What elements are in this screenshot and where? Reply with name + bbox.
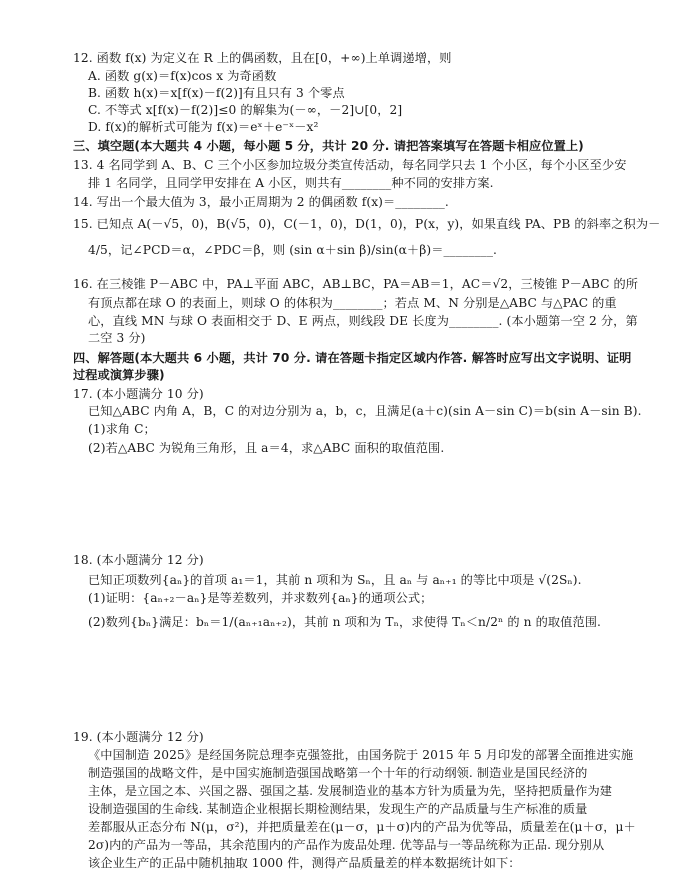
q19-line-4: 设制造强国的生命线. 某制造企业根据长期检测结果，发现生产的产品质量与生产标准的质量 xyxy=(88,802,588,816)
section-4-heading-line-1: 四、解答题(本大题共 6 小题，共计 70 分. 请在答题卡指定区域内作答. 解答时应写出文字说明、证明 xyxy=(73,351,632,365)
section-4-heading-line-2: 过程或演算步骤) xyxy=(73,368,165,382)
q17-line-2: (1)求角 C； xyxy=(88,422,156,436)
q19-line-5: 差都服从正态分布 N(μ，σ²)，并把质量差在(μ－σ，μ＋σ)内的产品为优等品，质量差在(μ＋σ，μ＋ xyxy=(88,820,636,834)
q13-line-1: 13. 4 名同学到 A、B、C 三个小区参加垃圾分类宣传活动，每名同学只去 1 个小区，每个小区至少安 xyxy=(73,158,627,172)
q17-line-3: (2)若△ABC 为锐角三角形，且 a＝4，求△ABC 面积的取值范围. xyxy=(88,441,445,455)
q12-option-a: A. 函数 g(x)＝f(x)cos x 为奇函数 xyxy=(88,69,277,83)
q18-line-2: (1)证明：{aₙ₊₂－aₙ}是等差数列，并求数列{aₙ}的通项公式； xyxy=(88,591,433,605)
q15-line-2: 4/5，记∠PCD＝α，∠PDC＝β，则 (sin α＋sin β)/sin(α＋β)＝________. xyxy=(88,243,498,257)
q16-line-4: 二空 3 分) xyxy=(88,331,146,345)
q16-line-1: 16. 在三棱锥 P－ABC 中，PA⊥平面 ABC，AB⊥BC，PA＝AB＝1，AC＝√2，三棱锥 P－ABC 的所 xyxy=(73,277,639,291)
q17-line-1: 已知△ABC 内角 A，B，C 的对边分别为 a，b，c，且满足(a＋c)(sin A－sin C)＝b(sin A－sin B). xyxy=(88,404,642,418)
q12-option-c: C. 不等式 x[f(x)－f(2)]≤0 的解集为(－∞，－2]∪[0，2] xyxy=(88,103,403,117)
q19-heading: 19. (本小题满分 12 分) xyxy=(73,730,204,744)
q19-line-3: 主体，是立国之本、兴国之器、强国之基. 发展制造业的基本方针为质量为先，坚持把质量作为建 xyxy=(88,784,613,798)
q18-heading: 18. (本小题满分 12 分) xyxy=(73,553,204,567)
section-3-heading: 三、填空题(本大题共 4 小题，每小题 5 分，共计 20 分. 请把答案填写在答题卡相应位置上) xyxy=(73,139,584,153)
q12-option-b: B. 函数 h(x)＝x[f(x)－f(2)]有且只有 3 个零点 xyxy=(88,86,345,100)
q13-line-2: 排 1 名同学，且同学甲安排在 A 小区，则共有________种不同的安排方案. xyxy=(88,176,494,190)
q16-line-2: 有顶点都在球 O 的表面上，则球 O 的体积为________；若点 M、N 分别是△ABC 与△PAC 的重 xyxy=(88,296,617,310)
q16-line-3: 心，直线 MN 与球 O 表面相交于 D、E 两点，则线段 DE 长度为________. (本小题第一空 2 分，第 xyxy=(88,314,638,328)
q18-line-1: 已知正项数列{aₙ}的首项 a₁＝1，其前 n 项和为 Sₙ，且 aₙ 与 aₙ₊₁ 的等比中项是 √(2Sₙ). xyxy=(88,573,582,587)
q19-line-1: 《中国制造 2025》是经国务院总理李克强签批，由国务院于 2015 年 5 月印发的部署全面推进实施 xyxy=(88,748,634,762)
q19-line-6: 2σ)内的产品为一等品，其余范围内的产品作为废品处理. 优等品与一等品统称为正品. 现分别从 xyxy=(88,838,605,852)
q12-stem: 12. 函数 f(x) 为定义在 R 上的偶函数，且在[0，+∞)上单调递增，则 xyxy=(73,51,452,65)
q17-heading: 17. (本小题满分 10 分) xyxy=(73,387,204,401)
q12-option-d: D. f(x)的解析式可能为 f(x)＝eˣ＋e⁻ˣ－x² xyxy=(88,120,319,134)
q18-line-3: (2)数列{bₙ}满足：bₙ＝1/(aₙ₊₁aₙ₊₂)，其前 n 项和为 Tₙ，求使得 Tₙ＜n/2ⁿ 的 n 的取值范围. xyxy=(88,615,601,629)
q19-line-2: 制造强国的战略文件，是中国实施制造强国战略第一个十年的行动纲领. 制造业是国民经济的 xyxy=(88,766,588,780)
q14-text: 14. 写出一个最大值为 3，最小正周期为 2 的偶函数 f(x)＝________. xyxy=(73,195,449,209)
q15-line-1: 15. 已知点 A(－√5，0)，B(√5，0)，C(－1，0)，D(1，0)，P(x，y)，如果直线 PA、PB 的斜率之积为－ xyxy=(73,217,661,231)
q19-line-7: 该企业生产的正品中随机抽取 1000 件，测得产品质量差的样本数据统计如下： xyxy=(88,856,521,870)
